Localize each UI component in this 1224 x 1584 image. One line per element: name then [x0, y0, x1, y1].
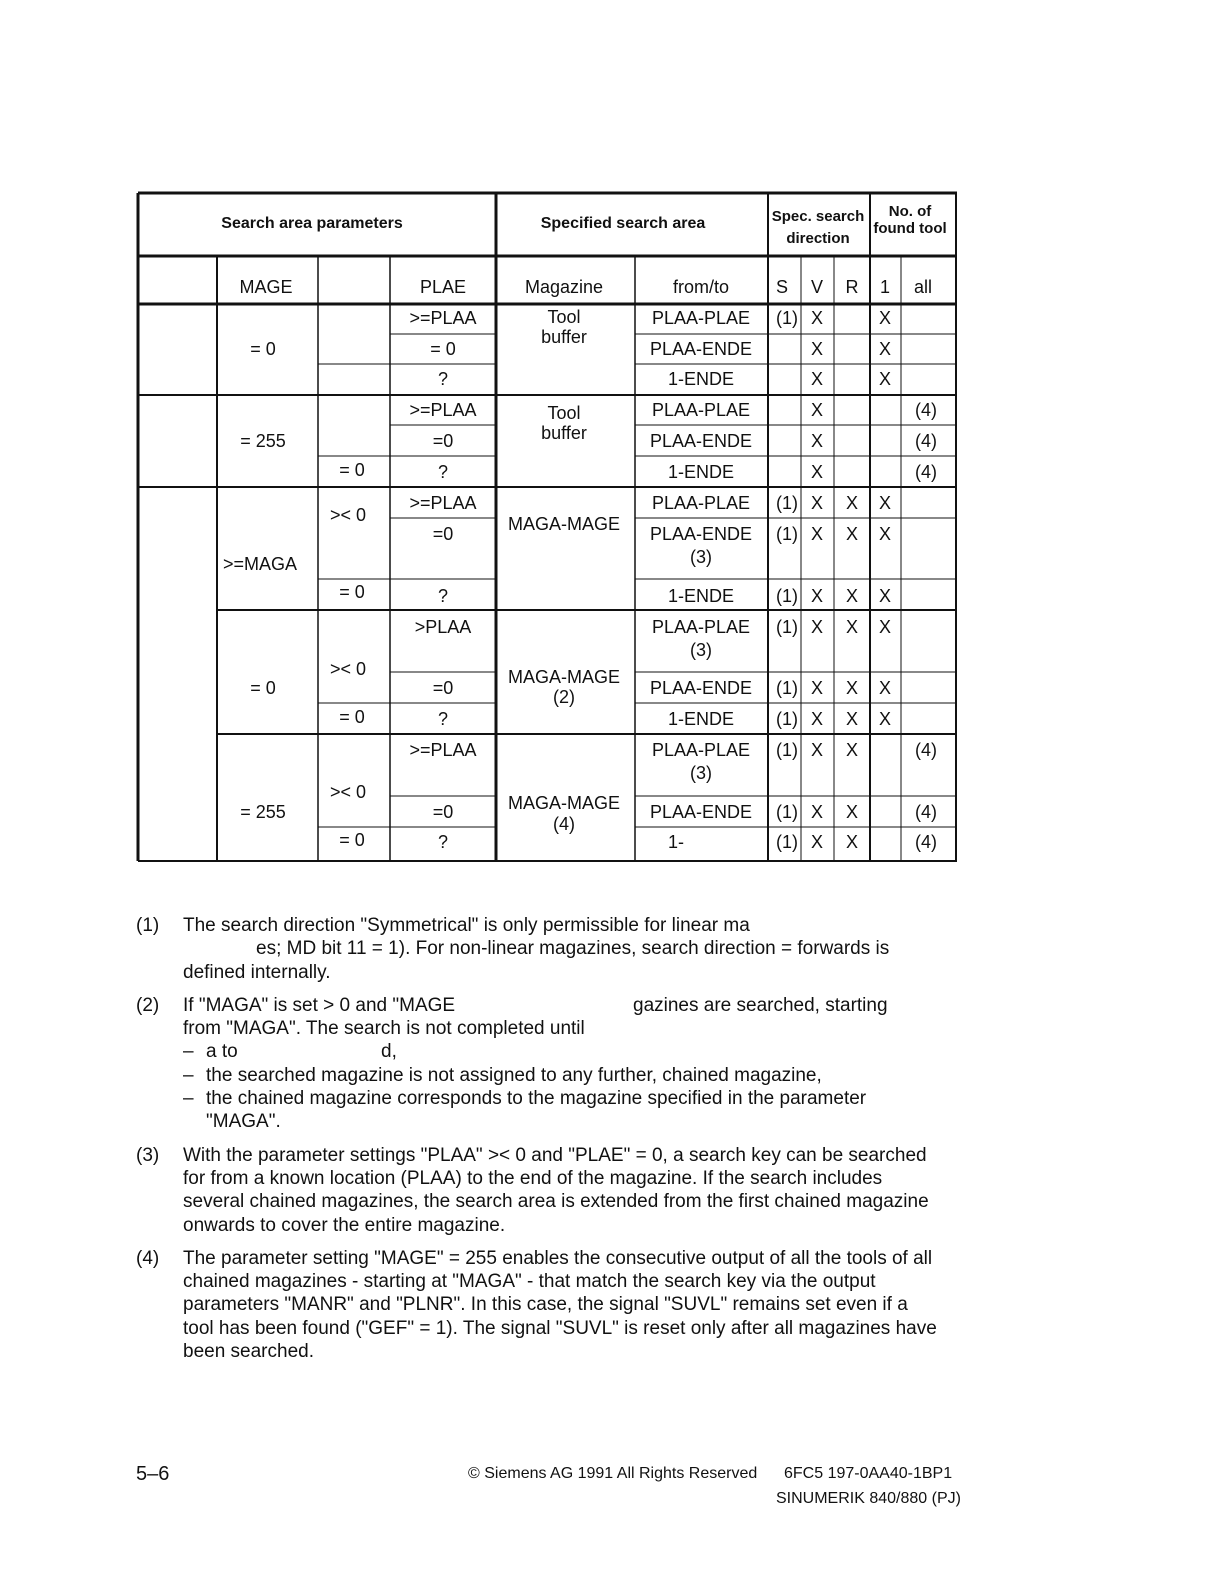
magazine-value: (2) [553, 687, 575, 707]
cell-s: (1) [776, 678, 798, 698]
mage-value: = 255 [240, 802, 286, 822]
cell-all: (4) [915, 462, 937, 482]
plaa-value: = 0 [339, 582, 365, 602]
cell-from-to: 1- [667, 832, 685, 852]
cell-plae: ? [437, 586, 449, 606]
cell-one: X [878, 524, 892, 544]
footnote-text: With the parameter settings "PLAA" >< 0 and "PLAE" = 0, a search key can be searched for from a known location (PLAA) to the end of the magazine. If the search includes several chained magazines, the search area is extended from the first chained magazine onwards to cover the entire magazine. [183, 1144, 929, 1236]
cell-plae: >=PLAA [409, 400, 477, 420]
cell-from-to-note: (3) [690, 640, 712, 660]
cell-v: X [810, 308, 824, 328]
footnote-text: The parameter setting "MAGE" = 255 enables the consecutive output of all the tools of all chained magazines - starting at "MAGA" - that match the search key via the output parameters "MANR" and "PLNR". In this case, the signal "SUVL" remains set even if a tool has been found ("GEF" = 1). The signal "SUVL" is reset only after all magazines have been searched. [183, 1247, 937, 1363]
plaa-value: = 0 [339, 830, 365, 850]
cell-s: (1) [776, 586, 798, 606]
footnote-text: the chained magazine corresponds to the magazine specified in the parameter [206, 1088, 867, 1110]
cell-from-to: PLAA-PLAE [651, 308, 751, 328]
product-name: SINUMERIK 840/880 (PJ) [776, 1490, 961, 1507]
plaa-value: = 0 [339, 707, 365, 727]
cell-v: X [810, 586, 824, 606]
plaa-value: = 0 [339, 460, 365, 480]
cell-plae: >=PLAA [409, 740, 477, 760]
cell-s: (1) [776, 832, 798, 852]
mage-value: = 0 [250, 678, 276, 698]
cell-v: X [810, 431, 824, 451]
cell-v: X [810, 339, 824, 359]
cell-s: (1) [776, 740, 798, 760]
cell-one: X [878, 308, 892, 328]
cell-r: X [845, 617, 859, 637]
cell-r: X [845, 586, 859, 606]
cell-plae: ? [437, 832, 449, 852]
cell-r: X [845, 524, 859, 544]
footnote-text: a to [206, 1041, 238, 1063]
plaa-value: >< 0 [329, 782, 367, 802]
cell-v: X [810, 678, 824, 698]
cell-plae: >PLAA [414, 617, 472, 637]
cell-v: X [810, 709, 824, 729]
cell-from-to: 1-ENDE [667, 586, 735, 606]
col-v: V [810, 277, 824, 297]
mage-value: = 255 [240, 431, 286, 451]
cell-from-to: PLAA-PLAE [651, 740, 751, 760]
cell-plae: =0 [432, 678, 454, 698]
footnote-text: from "MAGA". The search is not completed until [183, 1018, 585, 1040]
footnote-text: the searched magazine is not assigned to any further, chained magazine, [206, 1064, 822, 1086]
footnote-3 [136, 1144, 936, 1237]
mage-value: >=MAGA [222, 554, 298, 574]
cell-v: X [810, 462, 824, 482]
cell-from-to: 1-ENDE [667, 369, 735, 389]
footnote-4 [136, 1247, 936, 1363]
cell-v: X [810, 832, 824, 852]
cell-one: X [878, 709, 892, 729]
col-one: 1 [879, 277, 891, 297]
col-magazine: Magazine [524, 277, 604, 297]
col-r: R [845, 277, 859, 297]
cell-s: (1) [776, 493, 798, 513]
cell-one: X [878, 369, 892, 389]
cell-v: X [810, 493, 824, 513]
cell-s: (1) [776, 617, 798, 637]
magazine-value: (4) [553, 814, 575, 834]
header-search-area-parameters: Search area parameters [221, 215, 403, 232]
cell-plae: >=PLAA [409, 308, 477, 328]
cell-v: X [810, 400, 824, 420]
cell-one: X [878, 586, 892, 606]
footnote-text: "MAGA". [206, 1111, 281, 1133]
footnote-number: (4) [136, 1247, 160, 1269]
footnote-dash-item: – the chained magazine corresponds to the magazine specified in the parameter "MAGA". [183, 1087, 936, 1134]
cell-from-to: PLAA-PLAE [651, 617, 751, 637]
cell-from-to: PLAA-ENDE [649, 339, 753, 359]
magazine-value: MAGA-MAGE [507, 514, 621, 534]
footnote-number: (3) [136, 1144, 160, 1166]
magazine-value: MAGA-MAGE [507, 793, 621, 813]
cell-one: X [878, 493, 892, 513]
cell-plae: =0 [432, 431, 454, 451]
cell-r: X [845, 678, 859, 698]
cell-s: (1) [776, 308, 798, 328]
cell-plae: >=PLAA [409, 493, 477, 513]
col-plae: PLAE [419, 277, 467, 297]
cell-from-to-note: (3) [690, 547, 712, 567]
magazine-value: Tool buffer [541, 403, 587, 443]
header-no-of-found-tool: No. of found tool [873, 203, 947, 237]
page-number: 5–6 [136, 1463, 170, 1485]
header-spec-search-direction: Spec. search direction [771, 208, 865, 247]
cell-v: X [810, 524, 824, 544]
cell-s: (1) [776, 709, 798, 729]
footnote-text: defined internally. [183, 961, 331, 983]
cell-plae: ? [437, 709, 449, 729]
mage-value: = 0 [250, 339, 276, 359]
magazine-value: MAGA-MAGE [507, 667, 621, 687]
col-s: S [775, 277, 789, 297]
cell-from-to: 1-ENDE [667, 709, 735, 729]
col-from-to: from/to [672, 277, 730, 297]
cell-r: X [845, 802, 859, 822]
cell-plae: =0 [432, 802, 454, 822]
cell-all: (4) [915, 431, 937, 451]
cell-from-to: PLAA-PLAE [651, 493, 751, 513]
copyright: © Siemens AG 1991 All Rights Reserved [468, 1465, 758, 1482]
cell-one: X [878, 678, 892, 698]
magazine-value: Tool buffer [541, 307, 587, 347]
cell-plae: ? [437, 369, 449, 389]
cell-one: X [878, 339, 892, 359]
cell-plae: ? [437, 462, 449, 482]
col-all: all [913, 277, 933, 297]
cell-from-to: PLAA-PLAE [651, 400, 751, 420]
footnote-text: If "MAGA" is set > 0 and "MAGE [183, 994, 456, 1016]
cell-r: X [845, 740, 859, 760]
cell-v: X [810, 369, 824, 389]
footnote-number: (1) [136, 915, 160, 936]
cell-from-to: 1-ENDE [667, 462, 735, 482]
cell-r: X [845, 709, 859, 729]
cell-from-to: PLAA-ENDE [649, 802, 753, 822]
cell-s: (1) [776, 802, 798, 822]
cell-all: (4) [915, 832, 937, 852]
cell-all: (4) [915, 802, 937, 822]
cell-r: X [845, 832, 859, 852]
cell-from-to: PLAA-ENDE [649, 524, 753, 544]
footnote-text: es; MD bit 11 = 1). For non-linear magazines, search direction = forwards is [256, 938, 890, 960]
cell-r: X [845, 493, 859, 513]
footnote-text: gazines are searched, starting [633, 994, 888, 1016]
footnote-2 [136, 994, 936, 1134]
footnote-dash-item: – a to d, [183, 1041, 397, 1063]
cell-all: (4) [915, 400, 937, 420]
footnote-1 [136, 914, 936, 984]
cell-plae: =0 [432, 524, 454, 544]
cell-from-to: PLAA-ENDE [649, 678, 753, 698]
footnote-dash-item: – the searched magazine is not assigned to any further, chained magazine, [183, 1064, 822, 1086]
cell-v: X [810, 740, 824, 760]
cell-from-to: PLAA-ENDE [649, 431, 753, 451]
cell-v: X [810, 617, 824, 637]
footnote-text: The search direction "Symmetrical" is only permissible for linear ma [183, 915, 750, 936]
cell-from-to-note: (3) [690, 763, 712, 783]
cell-s: (1) [776, 524, 798, 544]
plaa-value: >< 0 [329, 659, 367, 679]
cell-v: X [810, 802, 824, 822]
cell-all: (4) [915, 740, 937, 760]
cell-plae: = 0 [430, 339, 456, 359]
document-number: 6FC5 197-0AA40-1BP1 [784, 1465, 953, 1482]
footnote-text: d, [381, 1041, 397, 1063]
footnote-number: (2) [136, 994, 160, 1016]
col-mage: MAGE [239, 277, 293, 297]
plaa-value: >< 0 [329, 505, 367, 525]
footnotes [136, 914, 936, 1363]
header-specified-search-area: Specified search area [540, 215, 706, 232]
cell-one: X [878, 617, 892, 637]
